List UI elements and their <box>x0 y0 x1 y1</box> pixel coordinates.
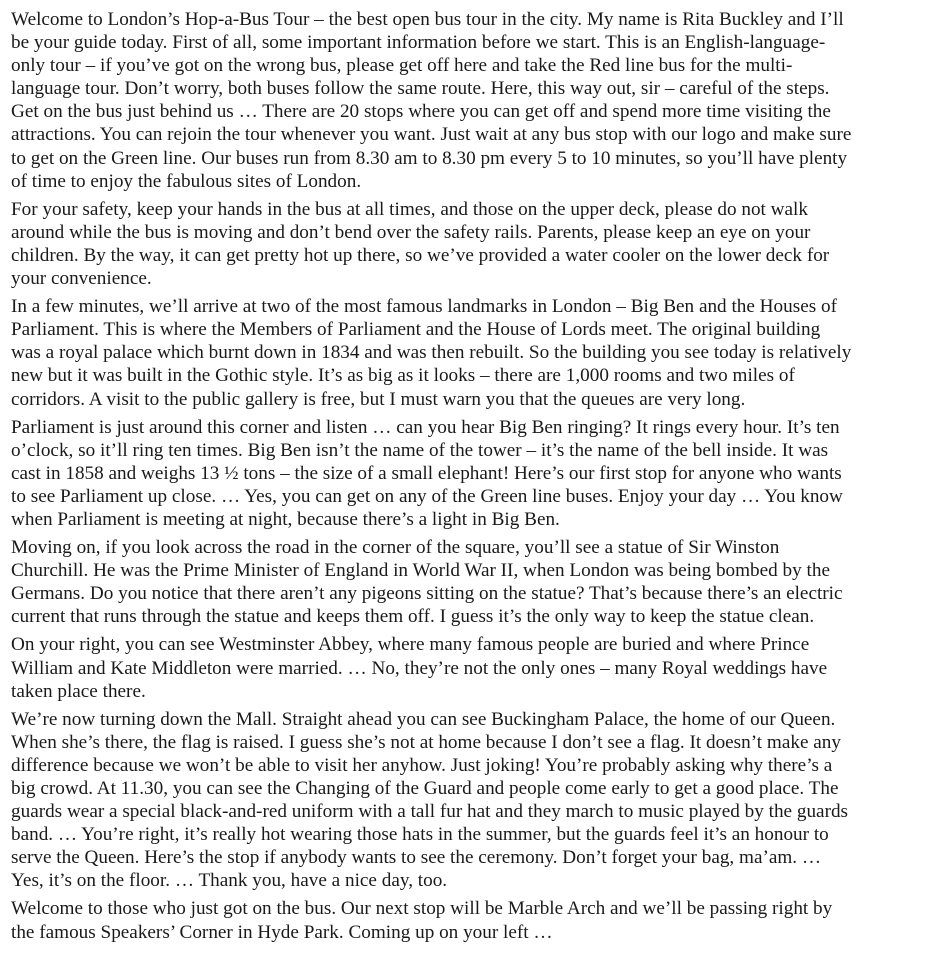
text-line: when Parliament is meeting at night, because there’s a light in Big Ben. <box>11 508 560 530</box>
paragraph-safety <box>11 198 936 290</box>
text-line: Moving on, if you look across the road in the corner of the square, you’ll see a statue of Sir Winston <box>11 537 780 559</box>
text-line: was a royal palace which burnt down in 1834 and was then rebuilt. So the building you see today is relatively <box>11 342 852 364</box>
text-line: Yes, it’s on the floor. … Thank you, have a nice day, too. <box>11 870 448 892</box>
text-line: guards wear a special black-and-red uniform with a tall fur hat and they march to music played by the guards <box>11 801 849 823</box>
text-line: Welcome to London’s Hop-a-Bus Tour – the best open bus tour in the city. My name is Rita Buckley and I’ll <box>11 9 844 30</box>
text-line: corridors. A visit to the public gallery is free, but I must warn you that the queues are very long. <box>11 388 746 410</box>
paragraph-buckingham-palace <box>11 708 936 893</box>
text-line: to get on the Green line. Our buses run from 8.30 am to 8.30 pm every 5 to 10 minutes, so you’ll have plenty <box>11 147 848 169</box>
text-line: serve the Queen. Here’s the stop if anybody wants to see the ceremony. Don’t forget your bag, ma’am. … <box>11 847 822 869</box>
text-line: taken place there. <box>11 680 146 702</box>
paragraph-marble-arch <box>11 897 936 943</box>
paragraph-welcome <box>11 8 936 193</box>
text-line: current that runs through the statue and keeps them off. I guess it’s the only way to keep the statue clean. <box>11 606 815 628</box>
text-line: difference because we won’t be able to visit her anyhow. Just joking! You’re probably asking why there’s a <box>11 754 833 776</box>
text-line: In a few minutes, we’ll arrive at two of the most famous landmarks in London – Big Ben and the Houses of <box>11 296 837 318</box>
text-line: On your right, you can see Westminster Abbey, where many famous people are buried and where Prince <box>11 634 810 656</box>
text-line: to see Parliament up close. … Yes, you can get on any of the Green line buses. Enjoy your day … You know <box>11 485 843 507</box>
text-line: Churchill. He was the Prime Minister of England in World War II, when London was being bombed by the <box>11 560 830 582</box>
paragraph-westminster-abbey <box>11 633 936 702</box>
text-line: William and Kate Middleton were married. … No, they’re not the only ones – many Royal weddings have <box>11 657 828 679</box>
text-line: Parliament. This is where the Members of Parliament and the House of Lords meet. The original building <box>11 319 821 341</box>
text-line: attractions. You can rejoin the tour whenever you want. Just wait at any bus stop with our logo and make sure <box>11 124 852 146</box>
text-line: Parliament is just around this corner and listen … can you hear Big Ben ringing? It rings every hour. It’s ten <box>11 416 840 438</box>
text-line: Get on the bus just behind us … There are 20 stops where you can get off and spend more time visiting the <box>11 101 831 123</box>
text-line: be your guide today. First of all, some important information before we start. This is an English-language- <box>11 32 826 54</box>
text-line: of time to enjoy the fabulous sites of London. <box>11 170 362 192</box>
text-line: o’clock, so it’ll ring ten times. Big Ben isn’t the name of the tower – it’s the name of the bell inside. It was <box>11 439 829 461</box>
paragraph-big-ben <box>11 416 936 531</box>
text-line: big crowd. At 11.30, you can see the Changing of the Guard and people come early to get a good place. The <box>11 778 839 799</box>
paragraph-houses-of-parliament <box>11 295 936 410</box>
text-line: new but it was built in the Gothic style. It’s as big as it looks – there are 1,000 rooms and two miles of <box>11 365 795 387</box>
text-line: the famous Speakers’ Corner in Hyde Park. Coming up on your left … <box>11 921 553 943</box>
text-line: cast in 1858 and weighs 13 ½ tons – the size of a small elephant! Here’s our first stop for anyone who wants <box>11 462 842 484</box>
text-line: language tour. Don’t worry, both buses follow the same route. Here, this way out, sir – careful of the steps. <box>11 78 830 100</box>
text-line: For your safety, keep your hands in the bus at all times, and those on the upper deck, please do not walk <box>11 198 808 220</box>
text-line: Germans. Do you notice that there aren’t any pigeons sitting on the statue? That’s because there’s an electric <box>11 583 843 605</box>
text-line: We’re now turning down the Mall. Straight ahead you can see Buckingham Palace, the home of our Queen. <box>11 708 836 730</box>
tour-transcript-document <box>11 8 936 949</box>
text-line: Welcome to those who just got on the bus. Our next stop will be Marble Arch and we’ll be passing right by <box>11 898 833 920</box>
text-line: band. … You’re right, it’s really hot wearing those hats in the summer, but the guards feel it’s an honour to <box>11 824 829 846</box>
text-line: only tour – if you’ve got on the wrong bus, please get off here and take the Red line bus for the multi- <box>11 55 793 77</box>
paragraph-churchill-statue <box>11 536 936 628</box>
text-line: When she’s there, the flag is raised. I guess she’s not at home because I don’t see a flag. It doesn’t make any <box>11 731 841 753</box>
text-line: around while the bus is moving and don’t bend over the safety rails. Parents, please keep an eye on your <box>11 221 811 243</box>
text-line: children. By the way, it can get pretty hot up there, so we’ve provided a water cooler on the lower deck for <box>11 244 830 266</box>
text-line: your convenience. <box>11 268 152 290</box>
